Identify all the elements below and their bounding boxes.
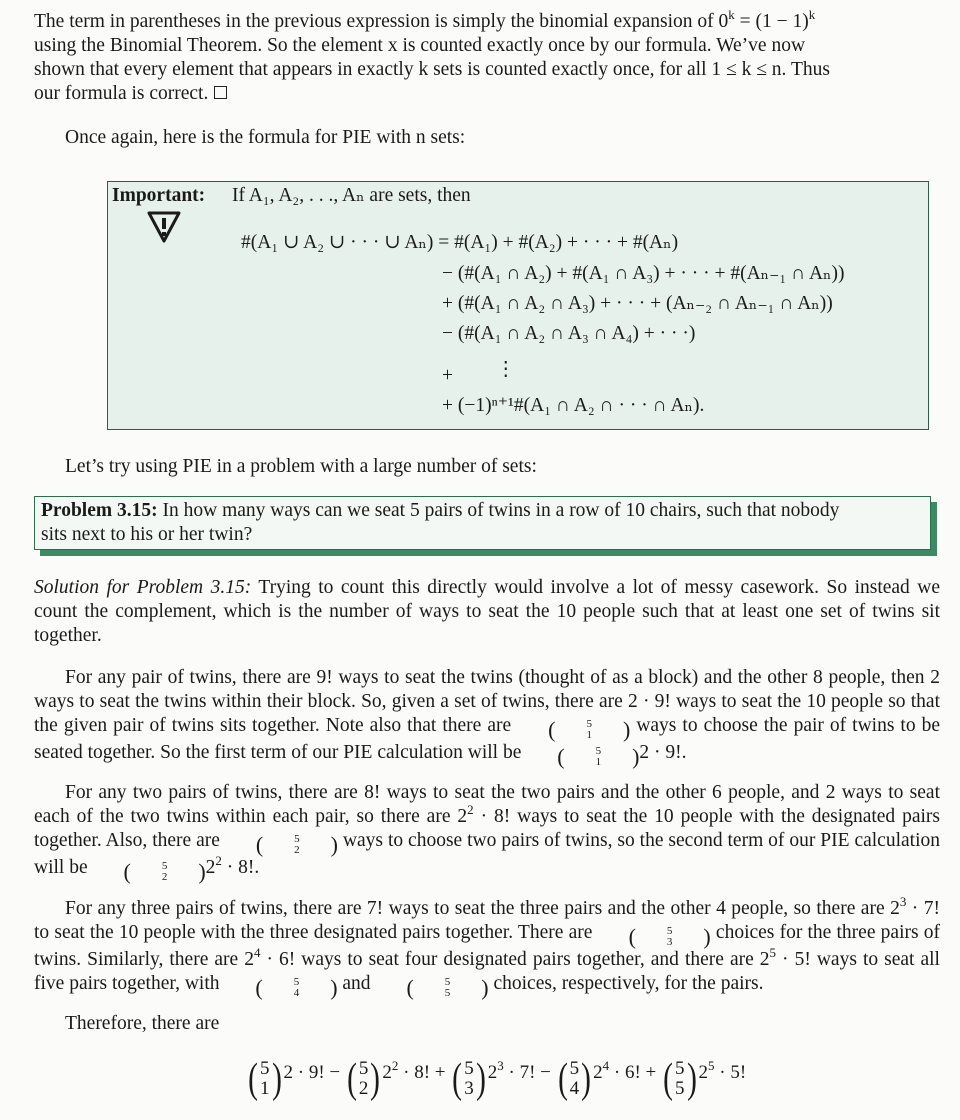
- paragraph-first-term: [34, 666, 940, 768]
- solution-label: Solution for Problem 3.15:: [34, 577, 252, 598]
- text: 2: [382, 1062, 392, 1083]
- text: · 5! ways to seat all five pairs together, with: [34, 949, 940, 994]
- formula-line-4: − (#(A₁ ∩ A₂ ∩ A₃ ∩ A₄) + · · ·): [442, 323, 696, 344]
- problem-text-2: sits next to his or her twin?: [41, 524, 253, 545]
- binomial-5-2: ( 5 2 ): [255, 832, 338, 857]
- text: · 7! to seat the 10 people with the three designated pairs together. There are: [34, 898, 940, 943]
- problem-text: In how many ways can we seat 5 pairs of twins in a row of 10 chairs, such that nobody: [162, 500, 840, 521]
- text: For any three pairs of twins, there are 7! ways to seat the three pairs and the other 4 people, so there are 2: [65, 898, 900, 919]
- binomial-5-1: ( 5 1 ): [548, 717, 631, 742]
- qed-square-icon: [214, 86, 227, 99]
- text: our formula is correct.: [34, 83, 209, 104]
- text: Trying to count this directly would involve a lot of messy casework. So instead we count the complement, which is the number of ways to seat the 10 people such that at least one set of twins sit together.: [34, 577, 941, 646]
- text: · 6! +: [609, 1062, 657, 1083]
- formula-line-3: + (#(A₁ ∩ A₂ ∩ A₃) + · · · + (Aₙ₋₂ ∩ Aₙ₋₁ ∩ Aₙ)): [442, 293, 833, 314]
- text: choices for the three pairs of twins. Similarly, there are 2: [34, 922, 941, 970]
- text: shown that every element that appears in exactly k sets is counted exactly once, for all 1 ≤ k ≤ n. Thus: [34, 59, 830, 80]
- paragraph-solution: [34, 576, 940, 648]
- text: For any pair of twins, there are 9! ways to seat the twins (thought of as a block) and the other 8 people, then 2 ways to seat the twins within their block. So, given a set of twins, there are 2 · 9! ways to seat the 10 people so that the given pair of twins sits together. Note also that there are: [34, 667, 940, 736]
- paragraph-lead-in: [34, 455, 940, 479]
- text: 2: [593, 1062, 603, 1083]
- text: · 8! ways to seat the 10 people with the designated pairs together. Also, there are: [34, 806, 940, 851]
- paragraph-intro: [34, 126, 940, 150]
- text: 2: [205, 857, 216, 878]
- text: using the Binomial Theorem. So the element x is counted exactly once by our formula. We’ve now: [34, 35, 806, 56]
- formula-line-1: #(A₁ ∪ A₂ ∪ · · · ∪ Aₙ) = #(A₁) + #(A₂) + · · · + #(Aₙ): [241, 232, 679, 253]
- text: Therefore, there are: [65, 1013, 220, 1034]
- binomial-5-3: ( 5 3 ): [628, 924, 711, 949]
- binomial-5-4: ( 5 4 ): [557, 1056, 592, 1102]
- final-expression: ( 5 1 ) 2 · 9! − ( 5 2 ) $2^2 \cdot 8$! + ( 5 3 ) $2^3 \cdot 7$! − ( 5 4 ) $2^4 \cdot 6$! + ( 5 5 ) $2^5 \cdot 5$!: [246, 1058, 746, 1100]
- text: and: [342, 973, 371, 994]
- problem-content: [34, 496, 931, 550]
- binomial-5-4: ( 5 4 ): [255, 975, 338, 1000]
- problem-label: Problem 3.15:: [41, 500, 158, 521]
- binomial-5-2: ( 5 2 ): [346, 1056, 381, 1102]
- important-box: [107, 181, 929, 430]
- text: · 8! +: [398, 1062, 446, 1083]
- formula-line-7: + (−1)ⁿ⁺¹#(A₁ ∩ A₂ ∩ · · · ∩ Aₙ).: [442, 395, 705, 416]
- important-label: Important:: [112, 185, 206, 206]
- binomial-5-5: ( 5 5 ): [663, 1056, 697, 1102]
- text: 2 · 9! −: [283, 1062, 341, 1083]
- problem-box: [34, 496, 939, 558]
- text: 2: [698, 1062, 708, 1083]
- paragraph-remaining-terms: For any three pairs of twins, there are 7! ways to seat the three pairs and the other 4 people, so there are $2^3 \cdot 7$! to seat the 10 people with the three designated pairs together. There are ( 5 3 ) choices for the three pairs of twins. Similarly, there are $2^4 \cdot 6$! ways to seat four designated pairs together, and there are $2^5 \cdot 5$! ways to seat all five pairs together, with ( 5 4 ) and ( 5 5 ) choices, respectively, for the pairs.: [34, 894, 941, 1000]
- text: 2: [487, 1062, 498, 1083]
- text: = (1 − 1): [734, 11, 809, 32]
- binomial-5-1: ( 5 1 ): [248, 1056, 282, 1102]
- text: The term in parentheses in the previous expression is simply the binomial expansion of 0: [34, 11, 729, 32]
- text: ways to choose two pairs of twins, so the second term of our PIE calculation will be: [34, 830, 940, 878]
- important-heading: If A₁, A₂, . . ., Aₙ are sets, then: [232, 185, 471, 206]
- text: Once again, here is the formula for PIE with n sets:: [65, 127, 466, 148]
- text: 2 · 9!.: [639, 742, 687, 763]
- formula-line-2: − (#(A₁ ∩ A₂) + #(A₁ ∩ A₃) + · · · + #(Aₙ₋₁ ∩ Aₙ)): [442, 263, 845, 284]
- paragraph-therefore: [34, 1012, 940, 1036]
- text: · 5!: [714, 1062, 747, 1083]
- text: For any two pairs of twins, there are 8! ways to seat the two pairs and the other 6 people, and 2 ways to seat each of the two twins within each pair, so there are 2: [34, 782, 940, 827]
- text: choices, respectively, for the pairs.: [493, 973, 764, 994]
- paragraph-second-term: For any two pairs of twins, there are 8! ways to seat the two pairs and the other 6 people, and 2 ways to seat each of the two twins within each pair, so there are $2^2 \cdot 8$! ways to seat the 10 people with the designated pairs together. Also, there are ( 5 2 ) ways to choose two pairs of twins, so the second term of our PIE calculation will be ( 5 2 ) $2^2 \cdot 8$!.: [34, 782, 940, 884]
- paragraph-proof-end: The term in parentheses in the previous expression is simply the binomial expansion of $0^k = (1 - 1)^k$ using the Binomial Theorem. So the element x is counted exactly once by our formula. We’ve now shown that every element that appears in exactly k sets is counted exactly once, for all 1 ≤ k ≤ n. Thus our formula is correct.: [34, 10, 940, 106]
- text: Let’s try using PIE in a problem with a large number of sets:: [65, 456, 537, 477]
- formula-line-5: +: [442, 365, 453, 386]
- binomial-5-1: ( 5 1 ): [557, 744, 640, 769]
- text: ways to choose the pair of twins to be seated together. So the first term of our PIE calculation will be: [34, 715, 941, 763]
- binomial-5-3: ( 5 3 ): [452, 1056, 486, 1102]
- binomial-5-2: ( 5 2 ): [123, 859, 206, 884]
- text: · 8!.: [221, 857, 260, 878]
- text: · 7! −: [503, 1062, 551, 1083]
- binomial-5-5: ( 5 5 ): [406, 975, 489, 1000]
- formula-vdots: ⋮: [496, 359, 516, 380]
- text: · 6! ways to seat four designated pairs together, and there are 2: [260, 949, 770, 970]
- warning-icon: [146, 210, 182, 244]
